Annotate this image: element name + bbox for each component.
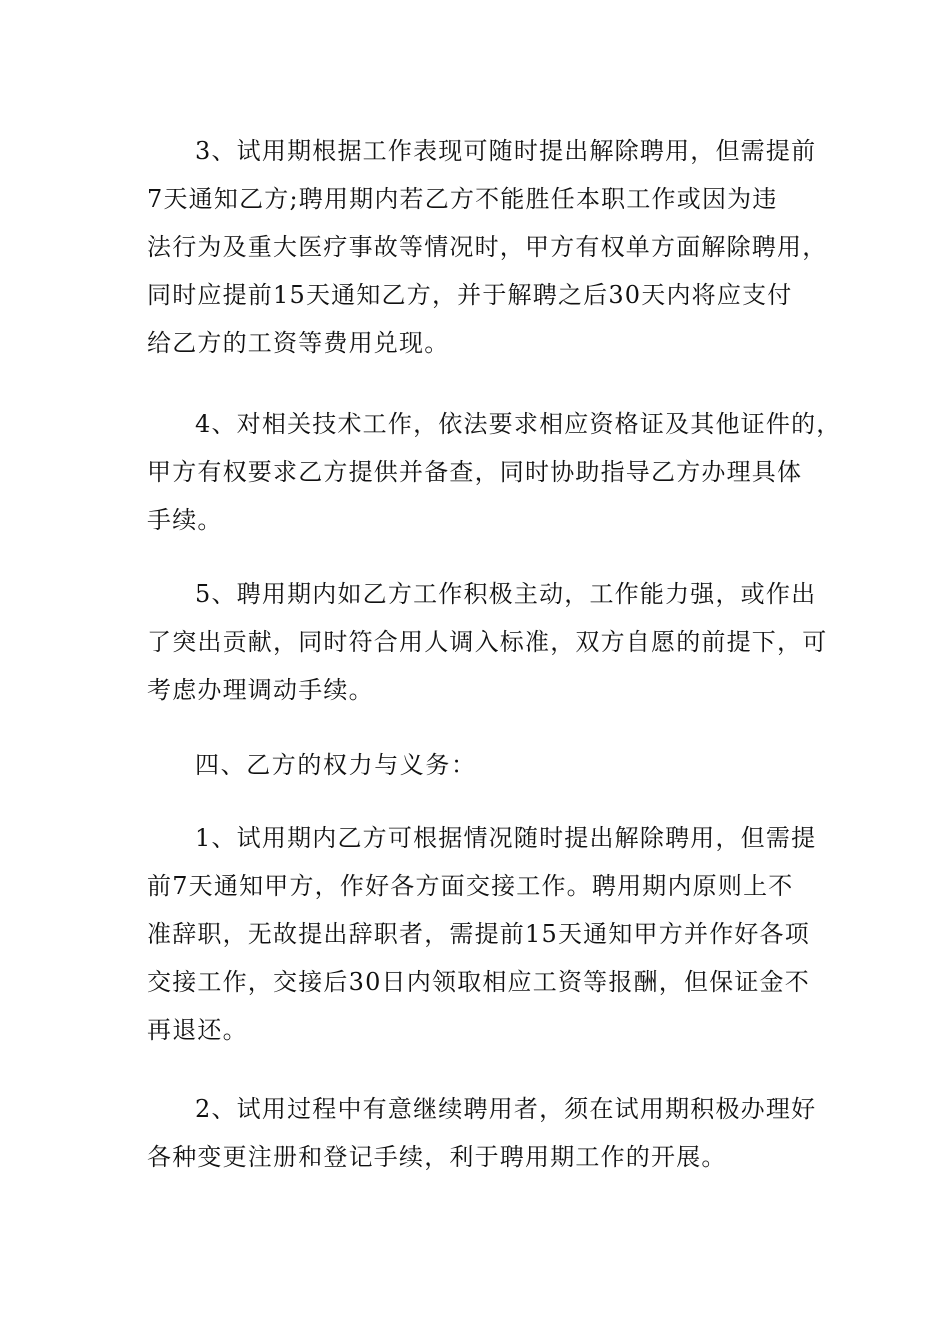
text-line: 7天通知乙方;聘用期内若乙方不能胜任本职工作或因为违 <box>147 185 778 213</box>
text-line: 4、对相关技术工作，依法要求相应资格证及其他证件的， <box>195 410 842 438</box>
text-line: 了突出贡献，同时符合用人调入标准，双方自愿的前提下，可 <box>147 628 828 656</box>
text-line: 前7天通知甲方，作好各方面交接工作。聘用期内原则上不 <box>147 872 794 900</box>
text-line: 同时应提前15天通知乙方，并于解聘之后30天内将应支付 <box>147 281 793 309</box>
text-line: 交接工作，交接后30日内领取相应工资等报酬，但保证金不 <box>147 968 810 996</box>
text-line: 2、试用过程中有意继续聘用者，须在试用期积极办理好 <box>195 1095 817 1123</box>
text-line: 3、试用期根据工作表现可随时提出解除聘用，但需提前 <box>195 137 817 165</box>
text-line: 5、聘用期内如乙方工作积极主动，工作能力强，或作出 <box>195 580 817 608</box>
text-line: 法行为及重大医疗事故等情况时，甲方有权单方面解除聘用， <box>147 233 828 261</box>
text-line: 再退还。 <box>147 1016 248 1044</box>
text-line: 手续。 <box>147 506 223 534</box>
text-line: 1、试用期内乙方可根据情况随时提出解除聘用，但需提 <box>195 824 817 852</box>
text-line: 考虑办理调动手续。 <box>147 676 374 704</box>
text-line: 各种变更注册和登记手续，利于聘用期工作的开展。 <box>147 1143 727 1171</box>
section-heading: 四、乙方的权力与义务： <box>195 751 477 779</box>
text-line: 甲方有权要求乙方提供并备查，同时协助指导乙方办理具体 <box>147 458 803 486</box>
text-line: 准辞职，无故提出辞职者，需提前15天通知甲方并作好各项 <box>147 920 810 948</box>
text-line: 给乙方的工资等费用兑现。 <box>147 329 450 357</box>
